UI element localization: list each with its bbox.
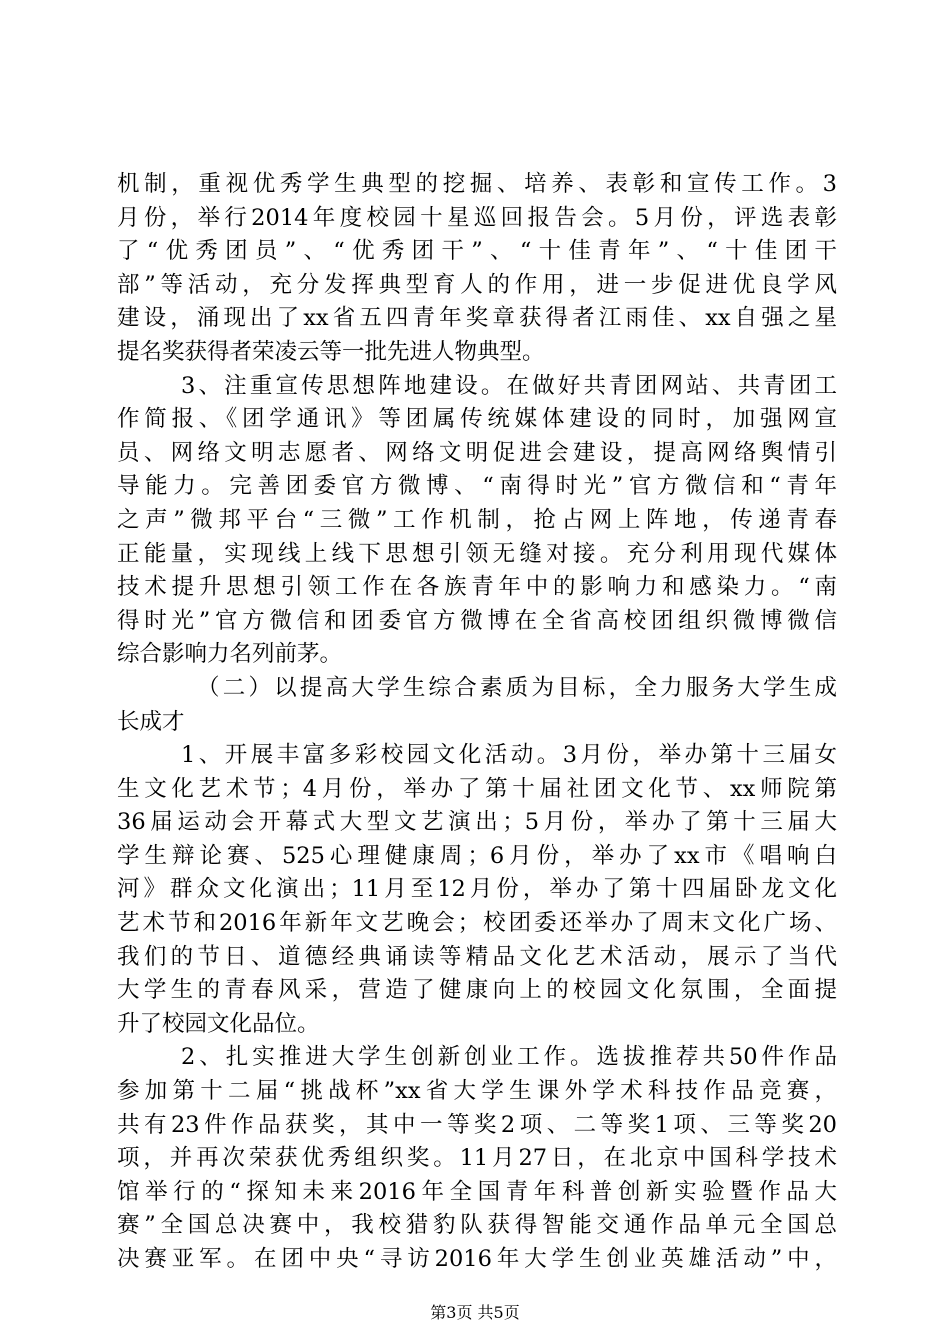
text-line: 作简报、《团学通讯》等团属传统媒体建设的同时，加强网宣 [117,406,837,433]
text-line: 部”等活动，充分发挥典型育人的作用，进一步促进优良学风 [117,271,837,298]
section-heading: 2、扎实推进大学生创新创业工作。选拔推荐共50件作品 [181,1044,837,1071]
text-line: 综合影响力名列前茅。 [117,641,343,668]
text-line: 导能力。完善团委官方微博、“南得时光”官方微信和“青年 [117,473,837,500]
text-line: 月份，举行2014年度校园十星巡回报告会。5月份，评选表彰 [117,204,837,231]
text-line: 艺术节和2016年新年文艺晚会；校团委还举办了周末文化广场、 [117,910,837,937]
text-line: 学生辩论赛、525心理健康周；6月份，举办了xx市《唱响白 [117,842,837,869]
text-line: 技术提升思想引领工作在各族青年中的影响力和感染力。“南 [117,574,837,601]
text-line: 了“优秀团员”、“优秀团干”、“十佳青年”、“十佳团干 [117,238,837,265]
section-heading: 3、注重宣传思想阵地建设。在做好共青团网站、共青团工 [181,372,837,399]
text-line: 之声”微邦平台“三微”工作机制，抢占网上阵地，传递青春 [117,506,837,533]
text-line: 决赛亚军。在团中央“寻访2016年大学生创业英雄活动”中， [117,1246,837,1272]
text-line: 项，并再次荣获优秀组织奖。11月27日，在北京中国科学技术 [117,1145,837,1172]
text-line: 生文化艺术节；4月份，举办了第十届社团文化节、xx师院第 [117,775,837,802]
text-line: 馆举行的“探知未来2016年全国青年科普创新实验暨作品大 [117,1178,837,1205]
text-line: 长成才 [117,708,185,735]
text-line: 得时光”官方微信和团委官方微博在全省高校团组织微博微信 [117,607,837,634]
text-line: 升了校园文化品位。 [117,1010,320,1037]
text-line: 建设，涌现出了xx省五四青年奖章获得者江雨佳、xx自强之星 [117,305,837,332]
text-line: 我们的节日、道德经典诵读等精品文化艺术活动，展示了当代 [117,943,837,970]
section-heading: 1、开展丰富多彩校园文化活动。3月份，举办第十三届女 [181,742,837,769]
text-line: 正能量，实现线上线下思想引领无缝对接。充分利用现代媒体 [117,540,837,567]
text-line: 河》群众文化演出；11月至12月份，举办了第十四届卧龙文化 [117,876,837,903]
text-line: 大学生的青春风采，营造了健康向上的校园文化氛围，全面提 [117,977,837,1004]
text-line: 员、网络文明志愿者、网络文明促进会建设，提高网络舆情引 [117,439,837,466]
page-number: 第3页 共5页 [430,1303,520,1322]
text-line: 共有23件作品获奖，其中一等奖2项、二等奖1项、三等奖20 [117,1111,837,1138]
text-line: 赛”全国总决赛中，我校猎豹队获得智能交通作品单元全国总 [117,1212,837,1239]
document-body [117,168,837,1277]
section-heading: （二）以提高大学生综合素质为目标，全力服务大学生成 [197,674,837,701]
text-line: 机制，重视优秀学生典型的挖掘、培养、表彰和宣传工作。3 [117,171,837,197]
text-line: 参加第十二届“挑战杯”xx省大学生课外学术科技作品竞赛， [117,1078,837,1105]
text-line: 36届运动会开幕式大型文艺演出；5月份，举办了第十三届大 [117,809,837,836]
text-line: 提名奖获得者荣凌云等一批先进人物典型。 [117,338,545,365]
